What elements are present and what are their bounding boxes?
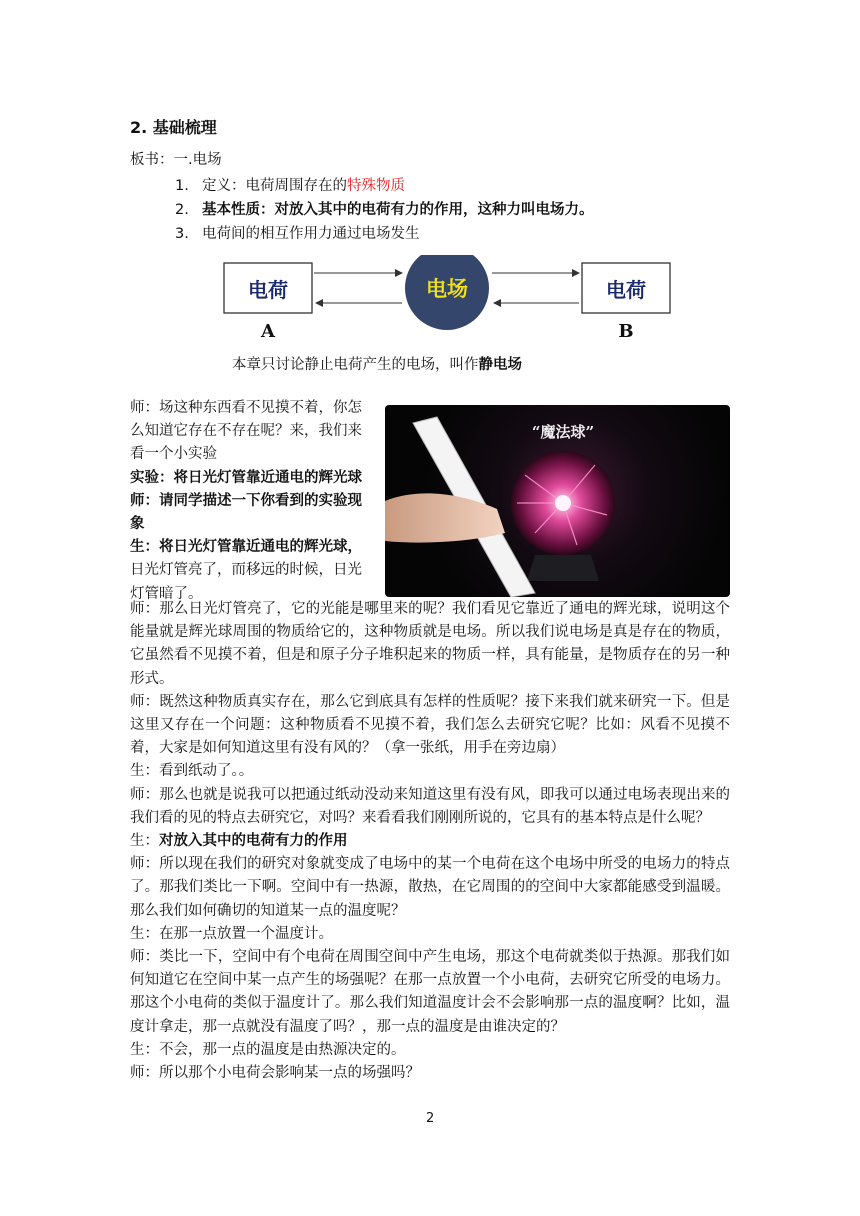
item-number: 3. (175, 226, 189, 242)
definition-item (175, 174, 405, 195)
diagram-caption (232, 353, 522, 374)
experiment-dialogue (130, 397, 375, 606)
hand (385, 493, 505, 542)
dialogue-paragraph: 师：所以那个小电荷会影响某一点的场强吗？ (130, 1065, 420, 1082)
section-title: 2. 基础梳理 (130, 118, 217, 137)
dialogue-paragraph: 生：在那一点放置一个温度计。 (130, 925, 333, 942)
experiment-label: 实验：将日光灯管靠近通电的辉光球 (130, 469, 362, 486)
dialogue-paragraph (130, 830, 730, 853)
student-label: 生： (130, 833, 159, 850)
board-label: 板书：一.电场 (130, 152, 222, 168)
plasma-base (527, 555, 599, 581)
student-observation (130, 536, 375, 606)
basic-property-item (175, 198, 594, 219)
student-label: 生： (130, 539, 159, 556)
teacher-request: 师：请同学描述一下你看到的实验现象 (130, 492, 362, 533)
basic-property-text: 基本性质：对放入其中的电荷有力的作用，这种力叫电场力。 (202, 202, 594, 218)
main-dialogue (130, 598, 730, 1085)
label-a: A (261, 321, 275, 342)
definition-text: 定义：电荷周围存在的 (202, 178, 347, 194)
page-number: 2 (426, 1111, 435, 1126)
dialogue-paragraph: 生：看到纸动了。。 (130, 763, 254, 780)
right-charge-label: 电荷 (606, 278, 646, 302)
plasma-ball-photo (385, 405, 730, 597)
item-number: 1. (175, 178, 189, 194)
photo-label: “魔法球” (531, 423, 595, 441)
dialogue-paragraph: 生：不会，那一点的温度是由热源决定的。 (130, 1041, 406, 1058)
dialogue-paragraph: 师：既然这种物质真实存在，那么它到底具有怎样的性质呢？接下来我们就来研究一下。但是这里又存在一个问题：这种物质看不见摸不着，我们怎么去研究它呢？比如：风看不见摸不着，大家是如何知道这里有没有风的？（拿一张纸，用手在旁边扇） (130, 693, 730, 757)
label-b: B (618, 321, 634, 342)
plasma-ball-illustration (385, 405, 730, 597)
student-rest-text: 日光灯管亮了，而移远的时候，日光灯管暗了。 (130, 562, 362, 602)
item-number: 2. (175, 202, 189, 218)
plasma-core (555, 495, 571, 511)
dialogue-paragraph: 师：那么日光灯管亮了，它的光能是哪里来的呢？我们看见它靠近了通电的辉光球，说明这个能量就是辉光球周围的物质给它的，这种物质就是电场。所以我们说电场是真是存在的物质，它虽然看不见摸不着，但是和原子分子堆积起来的物质一样，具有能量，是物质存在的另一种形式。 (130, 601, 730, 687)
interaction-item (175, 222, 420, 243)
dialogue-paragraph: 师：所以现在我们的研究对象就变成了电场中的某一个电荷在这个电场中所受的电场力的特点了。那我们类比一下啊。空间中有一热源，散热，在它周围的的空间中大家都能感受到温暖。那么我们如何确切的知道某一点的温度呢？ (130, 856, 730, 919)
teacher-question: 师：场这种东西看不见摸不着，你怎么知道它存在不存在呢？来，我们来看一个小实验 (130, 400, 362, 463)
field-label: 电场 (426, 276, 468, 301)
dialogue-paragraph: 师：类比一下，空间中有个电荷在周围空间中产生电场，那这个电荷就类似于热源。那我们如何知道它在空间中某一点产生的场强呢？在那一点放置一个小电荷，去研究它所受的电场力。那这个小电荷的类似于温度计了。那么我们知道温度计会不会影响那一点的温度啊？比如，温度计拿走，那一点就没有温度了吗？，那一点的温度是由谁决定的？ (130, 949, 730, 1035)
left-charge-label: 电荷 (248, 278, 288, 302)
interaction-text: 电荷间的相互作用力通过电场发生 (202, 226, 420, 242)
student-bold-text: 将日光灯管靠近通电的辉光球， (159, 539, 362, 556)
student-bold-answer: 对放入其中的电荷有力的作用 (159, 833, 348, 850)
caption-text: 本章只讨论静止电荷产生的电场，叫作 (232, 357, 479, 373)
special-matter-text: 特殊物质 (347, 178, 405, 194)
caption-bold-term: 静电场 (478, 357, 522, 373)
dialogue-paragraph: 师：那么也就是说我可以把通过纸动没动来知道这里有没有风，即我可以通过电场表现出来的我们看的见的特点去研究它，对吗？来看看我们刚刚所说的，它具有的基本特点是什么呢？ (130, 786, 730, 826)
charge-field-diagram (222, 255, 672, 345)
